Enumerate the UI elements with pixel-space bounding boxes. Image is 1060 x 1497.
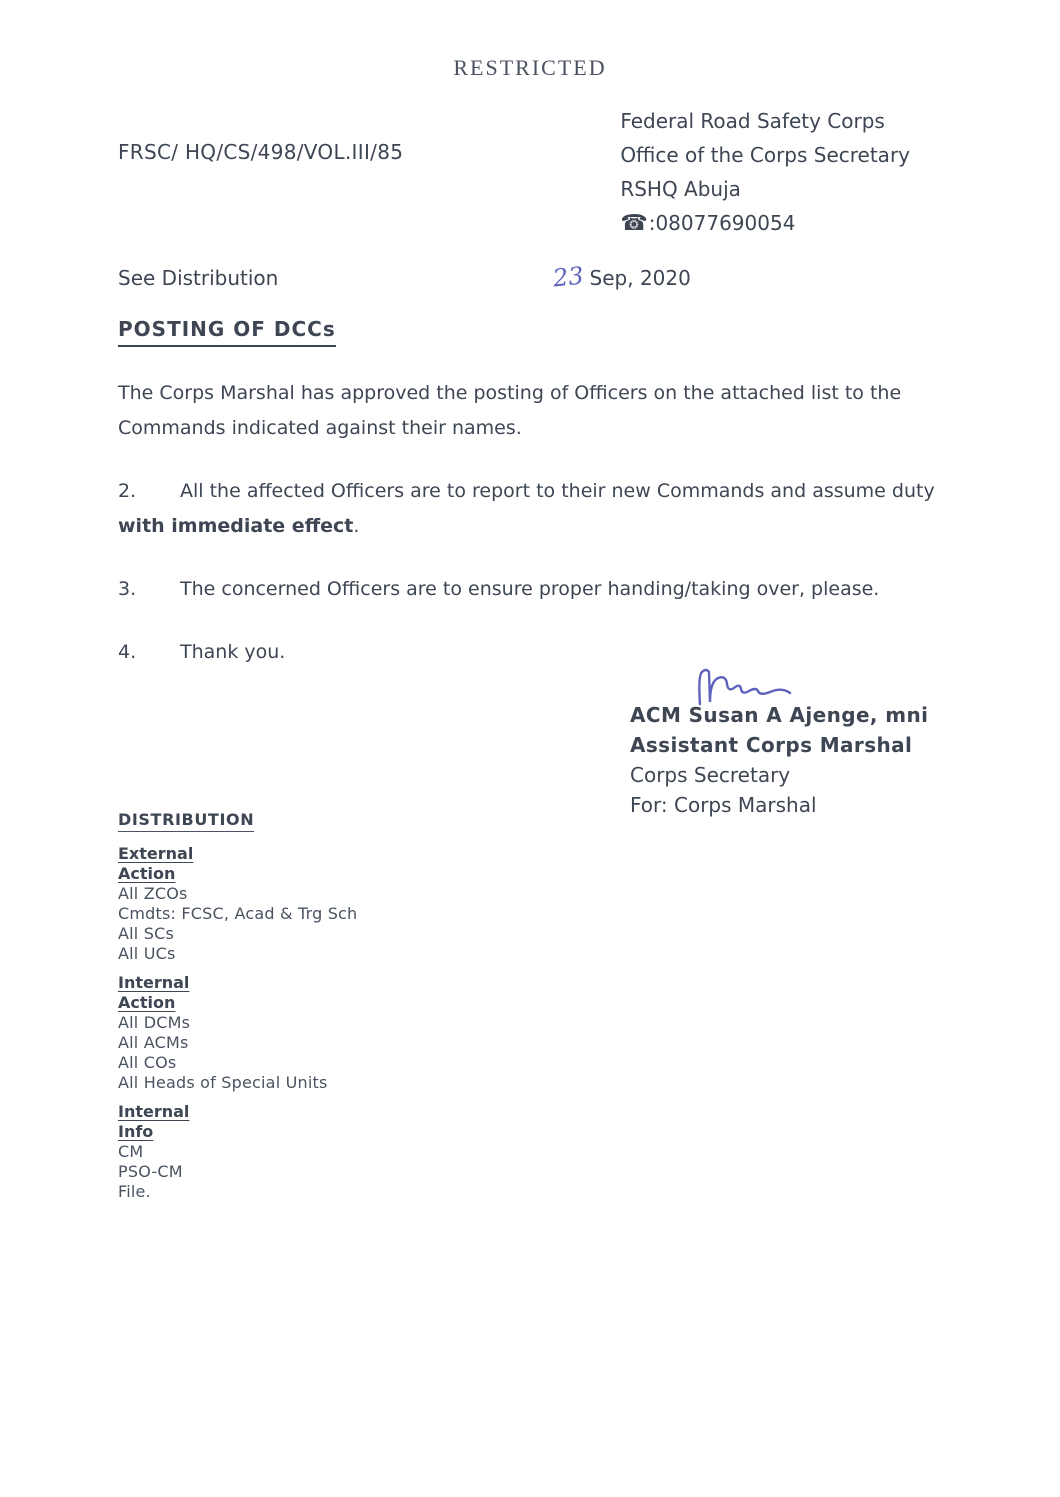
paragraph-2-number: 2. [118, 480, 137, 502]
addressee: See Distribution [118, 266, 279, 290]
paragraph-2-period: . [353, 515, 360, 537]
letterhead-phone-line [620, 206, 910, 241]
letter-header [118, 104, 910, 241]
distribution-label: Internal [118, 1102, 190, 1121]
classification-header: RESTRICTED [453, 55, 607, 80]
distribution-label: Action [118, 993, 176, 1012]
letter-body [118, 376, 966, 698]
distribution-item: All UCs [118, 944, 176, 963]
signatory-rank: Assistant Corps Marshal [630, 733, 913, 757]
letterhead-org: Federal Road Safety Corps [620, 109, 885, 133]
paragraph-4-number: 4. [118, 641, 137, 663]
reference-number: FRSC/ HQ/CS/498/VOL.III/85 [118, 140, 404, 164]
paragraph-2 [118, 474, 966, 544]
distribution-item: All SCs [118, 924, 174, 943]
distribution-label: External [118, 844, 194, 863]
distribution-item: File. [118, 1182, 151, 1201]
distribution-item: All ZCOs [118, 884, 188, 903]
handwritten-day: 23 [551, 261, 585, 293]
subject-title: POSTING OF DCCs [118, 317, 336, 347]
distribution-heading: DISTRIBUTION [118, 810, 254, 832]
distribution-label: Action [118, 864, 176, 883]
signatory-for-line: For: Corps Marshal [630, 793, 817, 817]
paragraph-3-text: The concerned Officers are to ensure proper handing/taking over, please. [180, 578, 880, 600]
paragraph-1-text: The Corps Marshal has approved the posting of Officers on the attached list to the Commands indicated against their names. [118, 382, 902, 439]
distribution-block [118, 810, 357, 1211]
paragraph-4-text: Thank you. [180, 641, 286, 663]
paragraph-2-text: All the affected Officers are to report to their new Commands and assume duty [180, 480, 935, 502]
distribution-item: All COs [118, 1053, 177, 1072]
signatory-name: ACM Susan A Ajenge, mni [630, 703, 929, 727]
date-line [553, 263, 691, 291]
distribution-item: All Heads of Special Units [118, 1073, 328, 1092]
distribution-item: CM [118, 1142, 144, 1161]
distribution-label: Internal [118, 973, 190, 992]
paragraph-3-number: 3. [118, 578, 137, 600]
distribution-section-internal-action [118, 973, 357, 1093]
phone-number: :08077690054 [648, 211, 796, 235]
paragraph-2-bold-text: with immediate effect [118, 515, 354, 537]
telephone-icon: ☎ [620, 211, 648, 236]
letterhead-office: Office of the Corps Secretary [620, 143, 910, 167]
distribution-section-internal-info [118, 1102, 357, 1202]
distribution-label: Info [118, 1122, 154, 1141]
letterhead-block [620, 104, 910, 241]
signatory-title: Corps Secretary [630, 763, 791, 787]
distribution-item: Cmdts: FCSC, Acad & Trg Sch [118, 904, 358, 923]
distribution-item: All DCMs [118, 1013, 191, 1032]
addressee-date-row [118, 263, 963, 291]
paragraph-1 [118, 376, 966, 446]
letterhead-location: RSHQ Abuja [620, 177, 741, 201]
distribution-section-external-action [118, 844, 357, 964]
date-printed: Sep, 2020 [589, 266, 691, 290]
paragraph-3 [118, 572, 966, 607]
distribution-item: All ACMs [118, 1033, 189, 1052]
distribution-item: PSO-CM [118, 1162, 183, 1181]
signature-block [630, 662, 928, 820]
